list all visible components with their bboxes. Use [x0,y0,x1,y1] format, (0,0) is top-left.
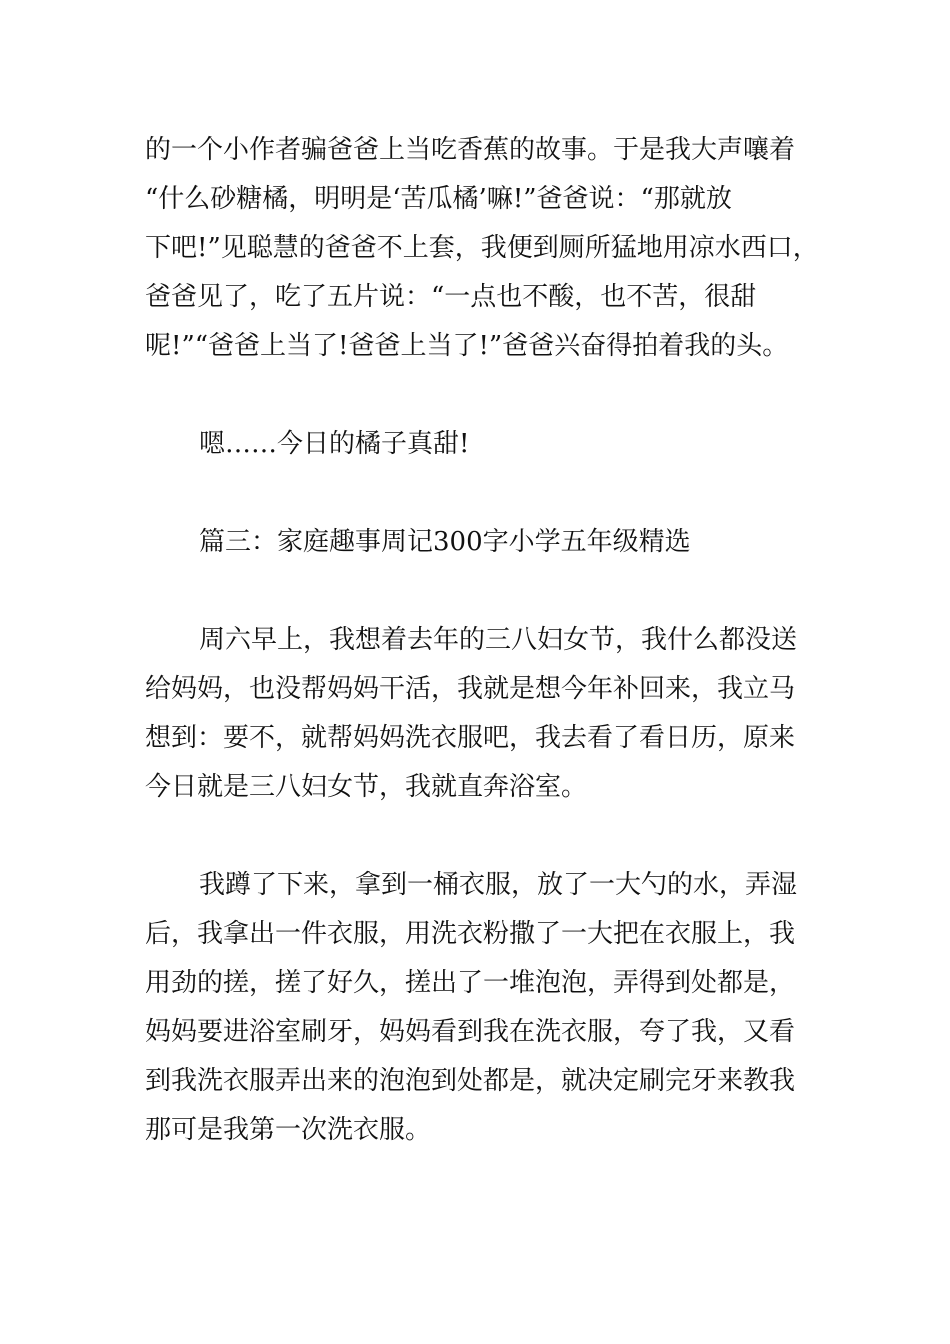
paragraph-2 [145,420,825,469]
section-heading [145,518,825,567]
text-line: 妈妈要进浴室刷牙，妈妈看到我在洗衣服，夸了我，又看 [145,1017,796,1047]
text-line: 想到：要不，就帮妈妈洗衣服吧，我去看了看日历，原来 [145,723,796,753]
text-line: 到我洗衣服弄出来的泡泡到处都是，就决定刷完牙来教我 [145,1066,796,1096]
paragraph-1 [145,126,825,371]
text-line: 呢!”“爸爸上当了!爸爸上当了!”爸爸兴奋得拍着我的头。 [145,331,789,361]
text-line: 周六早上，我想着去年的三八妇女节，我什么都没送 [199,625,798,655]
text-line: 的一个小作者骗爸爸上当吃香蕉的故事。于是我大声嚷着 [145,135,796,165]
text-line: 今日就是三八妇女节，我就直奔浴室。 [145,772,588,802]
text-line: 下吧!”见聪慧的爸爸不上套，我便到厕所猛地用凉水西口， [145,233,819,263]
text-line: 爸爸见了，吃了五片说：“一点也不酸，也不苦，很甜 [145,282,757,312]
document-body [145,126,825,1204]
text-line: 那可是我第一次洗衣服。 [145,1115,432,1145]
heading-line: 篇三：家庭趣事周记300字小学五年级精选 [199,527,691,557]
paragraph-4 [145,861,825,1155]
text-line: “什么砂糖橘，明明是‘苦瓜橘’嘛!”爸爸说：“那就放 [145,184,732,214]
text-line: 给妈妈，也没帮妈妈干活，我就是想今年补回来，我立马 [145,674,796,704]
text-line: 后，我拿出一件衣服，用洗衣粉撒了一大把在衣服上，我 [145,919,796,949]
paragraph-3 [145,616,825,812]
text-line: 用劲的搓，搓了好久，搓出了一堆泡泡，弄得到处都是， [145,968,796,998]
text-line: 嗯……今日的橘子真甜! [199,429,470,459]
text-line: 我蹲了下来，拿到一桶衣服，放了一大勺的水，弄湿 [199,870,798,900]
